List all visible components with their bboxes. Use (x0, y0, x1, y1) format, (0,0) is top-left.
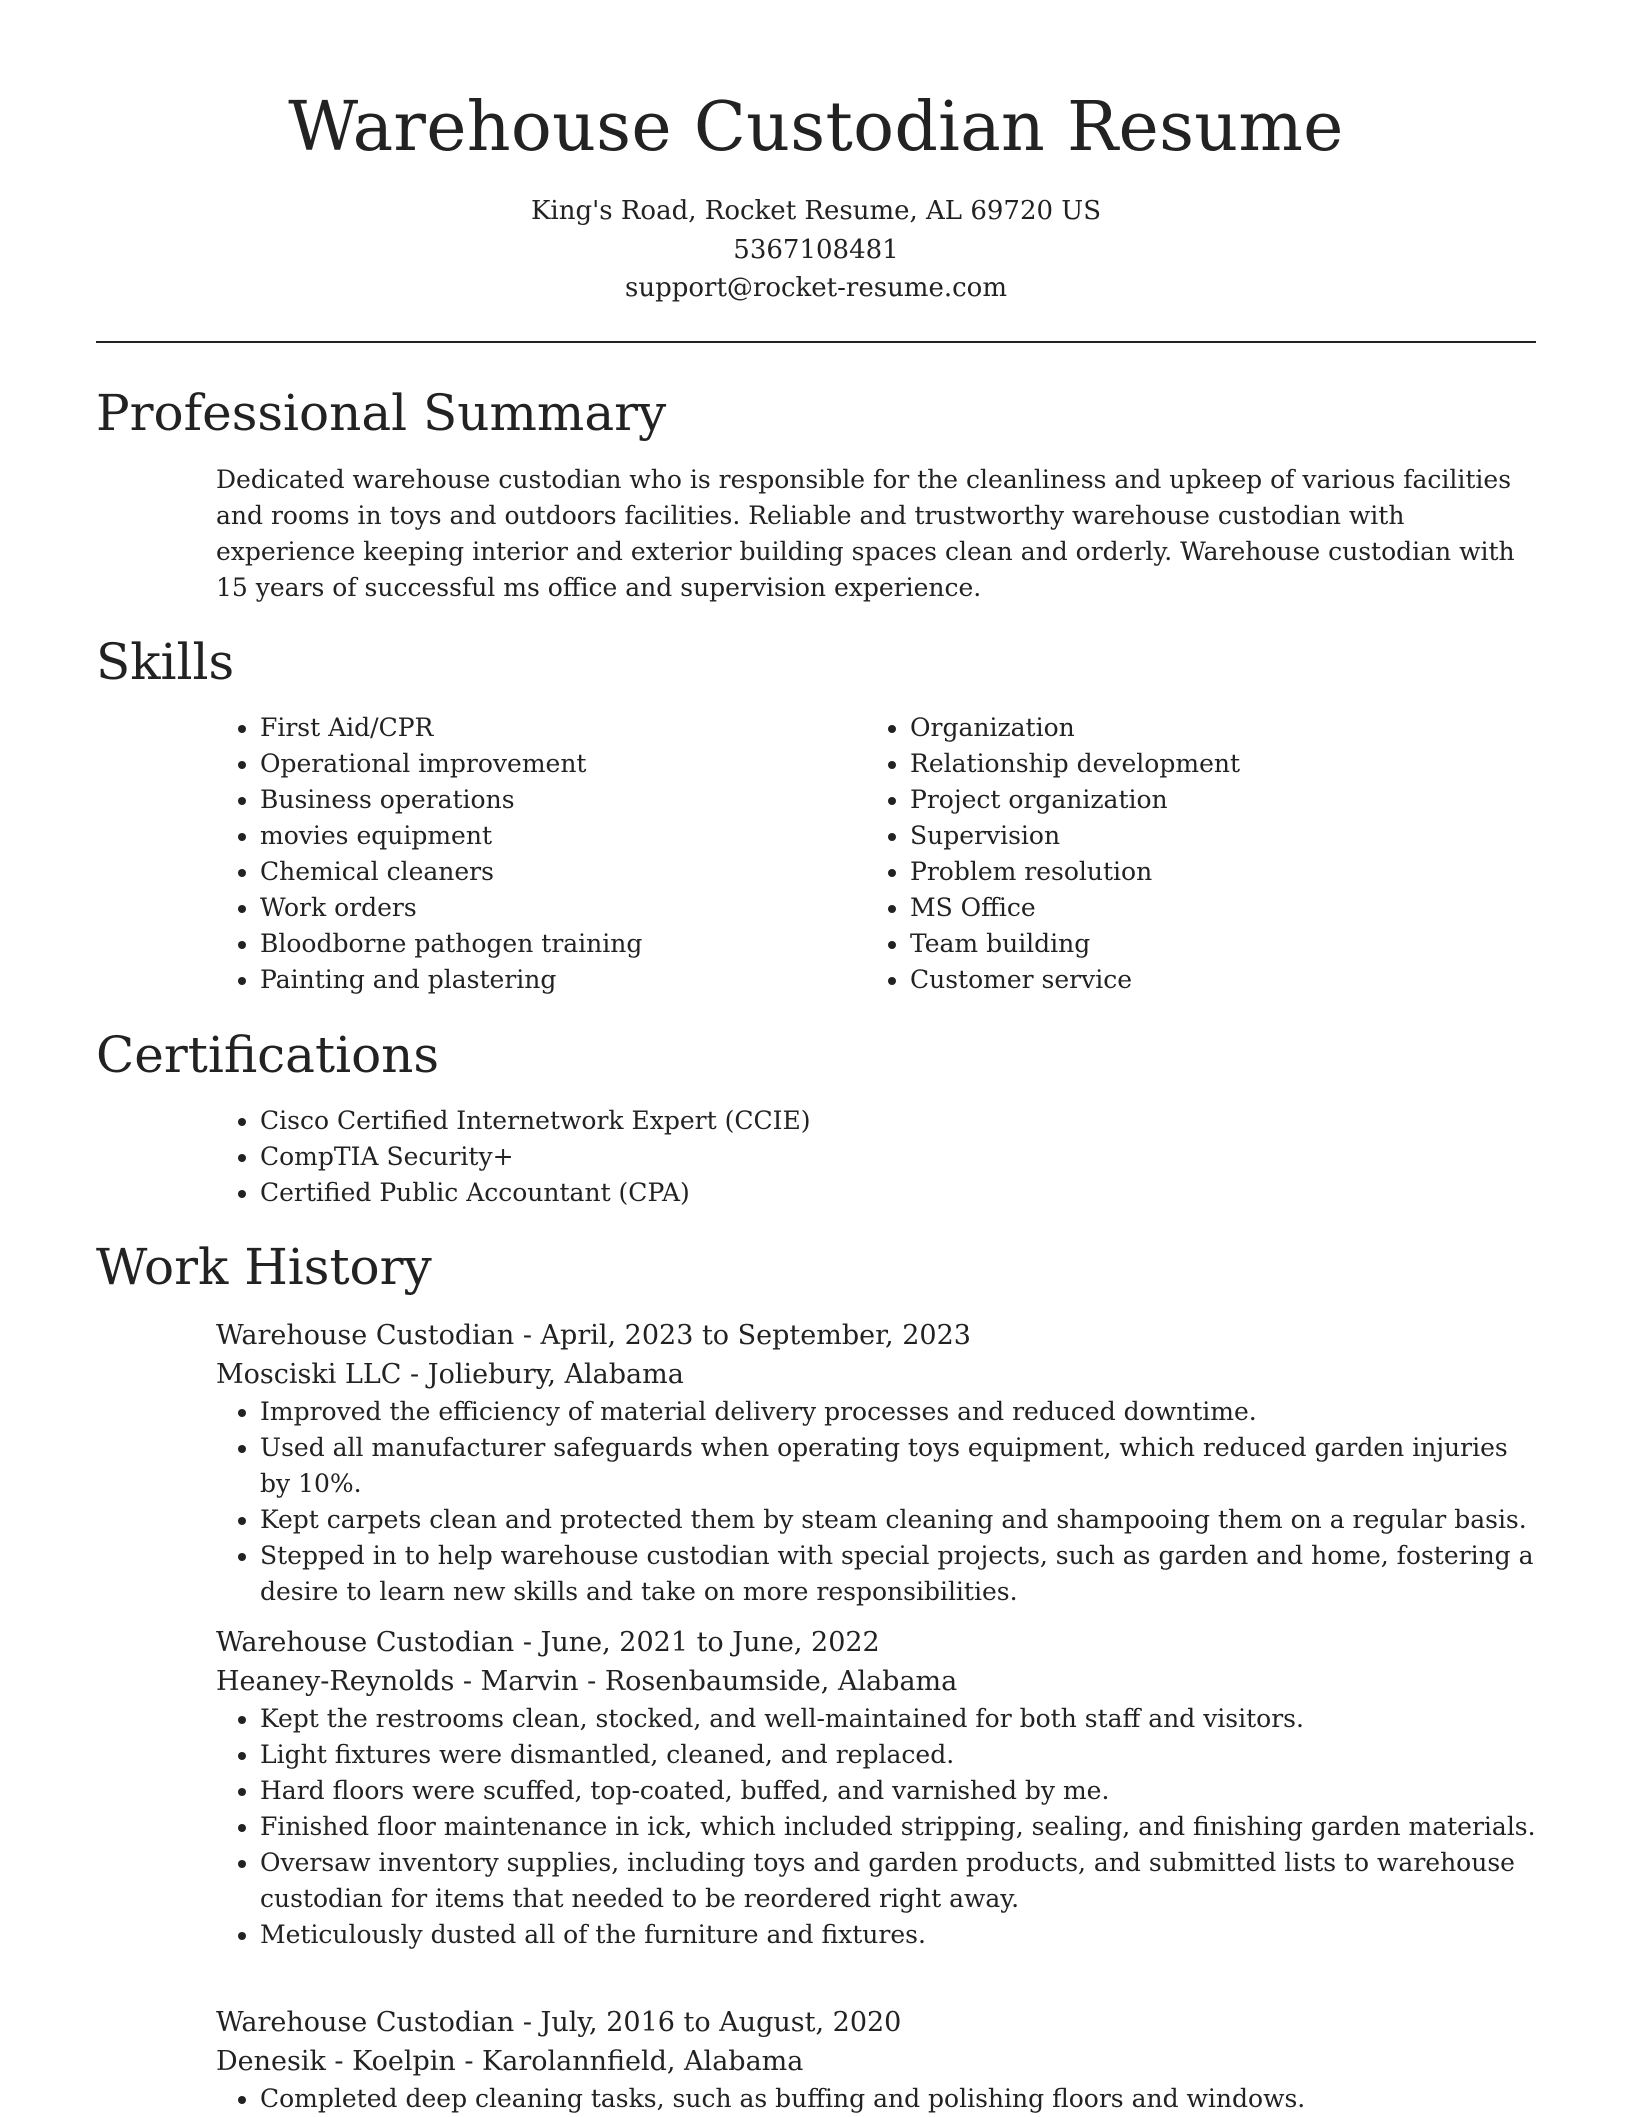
job-entry (216, 1623, 1536, 1953)
summary-text: Dedicated warehouse custodian who is responsible for the cleanliness and upkeep of various facilities and rooms in toys and outdoors facilities. Reliable and trustworthy warehouse custodian with experience keeping interior and exterior building spaces clean and orderly. Warehouse custodian with 15 years of successful ms office and supervision experience. (216, 465, 1515, 602)
job-bullet: • Finished floor maintenance in ick, which included stripping, sealing, and finishing garden materials. (260, 1809, 1536, 1845)
job-entry (216, 1316, 1536, 1610)
job-entry (216, 2003, 1536, 2117)
job-bullet: • Completed deep cleaning tasks, such as buffing and polishing floors and windows. (260, 2081, 1536, 2117)
certifications-list (216, 1103, 1516, 1211)
job-title-line: Warehouse Custodian - April, 2023 to September, 2023 (216, 1320, 971, 1351)
skill-item: • MS Office (910, 890, 1486, 926)
skill-item: • Operational improvement (260, 746, 836, 782)
skill-item: • Supervision (910, 818, 1486, 854)
job-title-line: Warehouse Custodian - July, 2016 to August, 2020 (216, 2007, 902, 2038)
skill-item: • Painting and plastering (260, 962, 836, 998)
contact-info (0, 192, 1632, 308)
skills-heading: Skills (96, 633, 235, 691)
skill-item: • movies equipment (260, 818, 836, 854)
job-bullet: • Stepped in to help warehouse custodian with special projects, such as garden and home, fostering a desire to learn new skills and take on more responsibilities. (260, 1538, 1536, 1610)
job-bullet: • Hard floors were scuffed, top-coated, buffed, and varnished by me. (260, 1773, 1536, 1809)
certification-item: • Cisco Certified Internetwork Expert (CCIE) (260, 1103, 1516, 1139)
contact-phone: 5367108481 (733, 234, 899, 265)
skill-item: • Project organization (910, 782, 1486, 818)
skill-item: • Problem resolution (910, 854, 1486, 890)
resume-header (0, 0, 1632, 308)
skill-item: • Customer service (910, 962, 1486, 998)
job-company-line: Denesik - Koelpin - Karolannfield, Alabama (216, 2046, 804, 2077)
job-title-line: Warehouse Custodian - June, 2021 to June, 2022 (216, 1627, 880, 1658)
work-history-heading: Work History (96, 1238, 432, 1296)
certification-item: • CompTIA Security+ (260, 1139, 1516, 1175)
skill-item: • Bloodborne pathogen training (260, 926, 836, 962)
resume-title: Warehouse Custodian Resume (288, 88, 1344, 167)
certifications-heading: Certifications (96, 1026, 440, 1084)
job-bullet: • Meticulously dusted all of the furniture and fixtures. (260, 1917, 1536, 1953)
header-divider (96, 341, 1536, 343)
summary-heading: Professional Summary (96, 384, 667, 442)
skills-list-right (866, 710, 1486, 998)
contact-address: King's Road, Rocket Resume, AL 69720 US (530, 196, 1102, 226)
job-bullet: • Oversaw inventory supplies, including toys and garden products, and submitted lists to warehouse custodian for items that needed to be reordered right away. (260, 1845, 1536, 1917)
job-company-line: Heaney-Reynolds - Marvin - Rosenbaumside, Alabama (216, 1666, 958, 1697)
skill-item: • Organization (910, 710, 1486, 746)
certification-item: • Certified Public Accountant (CPA) (260, 1175, 1516, 1211)
job-bullet: • Kept the restrooms clean, stocked, and well-maintained for both staff and visitors. (260, 1701, 1536, 1737)
skill-item: • Relationship development (910, 746, 1486, 782)
skill-item: • Work orders (260, 890, 836, 926)
skills-list-left (216, 710, 836, 998)
job-bullet: • Used all manufacturer safeguards when operating toys equipment, which reduced garden injuries by 10%. (260, 1430, 1536, 1502)
skill-item: • Business operations (260, 782, 836, 818)
skill-item: • Team building (910, 926, 1486, 962)
job-bullet: • Kept carpets clean and protected them by steam cleaning and shampooing them on a regular basis. (260, 1502, 1536, 1538)
contact-email: support@rocket-resume.com (624, 273, 1007, 303)
job-bullet: • Light fixtures were dismantled, cleaned, and replaced. (260, 1737, 1536, 1773)
skill-item: • Chemical cleaners (260, 854, 836, 890)
job-company-line: Mosciski LLC - Joliebury, Alabama (216, 1359, 684, 1390)
skill-item: • First Aid/CPR (260, 710, 836, 746)
job-bullet: • Improved the efficiency of material delivery processes and reduced downtime. (260, 1394, 1536, 1430)
